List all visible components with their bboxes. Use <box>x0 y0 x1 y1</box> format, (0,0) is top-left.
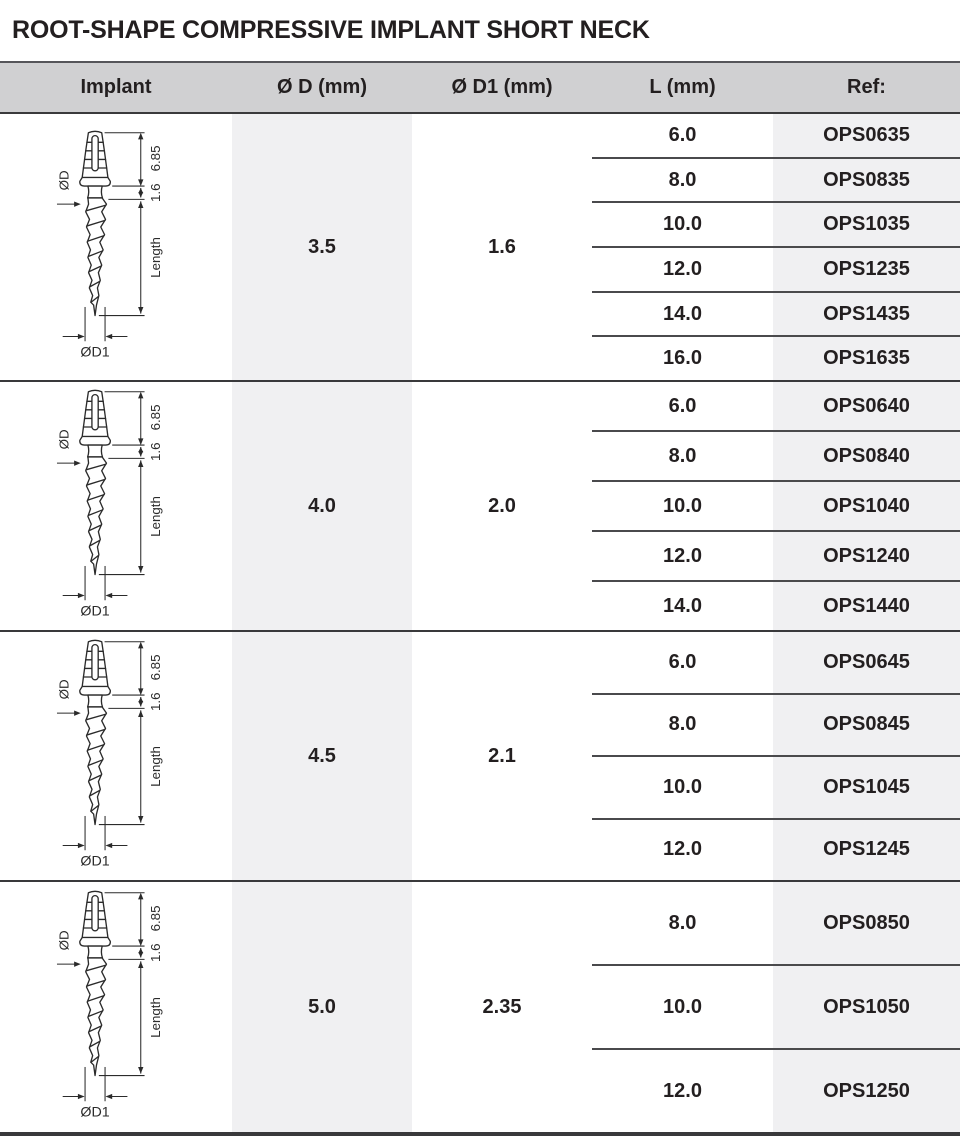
dimension-label: Length <box>147 237 163 278</box>
table-row <box>592 580 960 630</box>
page-title: ROOT-SHAPE COMPRESSIVE IMPLANT SHORT NECK <box>12 16 650 44</box>
dimension-label: 6.85 <box>147 905 163 932</box>
ref-value: OPS0645 <box>773 632 960 693</box>
table-row <box>592 335 960 380</box>
length-value: 6.0 <box>592 114 773 157</box>
table-row <box>592 246 960 291</box>
dimension-labels <box>56 655 162 870</box>
table-row <box>592 818 960 881</box>
diameter-d-value: 5.0 <box>232 882 412 1132</box>
dimension-label: Length <box>147 496 163 537</box>
ref-value: OPS0840 <box>773 432 960 480</box>
diameter-d-value: 4.5 <box>232 632 412 880</box>
table-row <box>592 964 960 1048</box>
ref-value: OPS1250 <box>773 1050 960 1132</box>
length-value: 8.0 <box>592 695 773 756</box>
length-value: 14.0 <box>592 293 773 336</box>
dimension-label: ØD <box>56 679 72 700</box>
ref-value: OPS1435 <box>773 293 960 336</box>
ref-value: OPS1035 <box>773 203 960 246</box>
table-row <box>592 114 960 157</box>
column-header-implant: Implant <box>80 76 152 98</box>
length-value: 12.0 <box>592 1050 773 1132</box>
ref-value: OPS0835 <box>773 159 960 202</box>
ref-value: OPS0850 <box>773 882 960 964</box>
ref-value: OPS1240 <box>773 532 960 580</box>
implant-drawing <box>0 114 232 380</box>
ref-value: OPS1440 <box>773 582 960 630</box>
dimension-label: Length <box>147 997 163 1038</box>
table-header-row <box>0 61 960 114</box>
implant-drawing-svg <box>55 128 177 366</box>
implant-group <box>0 114 960 382</box>
length-ref-rows <box>592 382 960 630</box>
table-row <box>592 1048 960 1132</box>
dimension-label: Length <box>147 746 163 787</box>
dimension-label: 6.85 <box>147 404 163 431</box>
ref-value: OPS0640 <box>773 382 960 430</box>
table-row <box>592 430 960 480</box>
implant-outline <box>80 390 111 574</box>
implant-drawing <box>0 382 232 630</box>
dimension-label: ØD <box>56 429 72 450</box>
table-row <box>592 693 960 756</box>
ref-value: OPS1245 <box>773 820 960 881</box>
dimension-label: 6.85 <box>147 654 163 681</box>
length-value: 8.0 <box>592 432 773 480</box>
table-row <box>592 882 960 964</box>
implant-outline <box>80 640 111 824</box>
length-value: 8.0 <box>592 882 773 964</box>
dimension-labels <box>56 146 162 361</box>
length-ref-rows <box>592 882 960 1132</box>
diameter-d1-value: 2.0 <box>412 382 592 630</box>
length-value: 10.0 <box>592 966 773 1048</box>
table-row <box>592 382 960 430</box>
table-row <box>592 755 960 818</box>
length-value: 16.0 <box>592 337 773 380</box>
dimension-label: ØD <box>56 930 72 951</box>
implant-group <box>0 882 960 1132</box>
length-value: 10.0 <box>592 203 773 246</box>
implant-group <box>0 632 960 882</box>
length-ref-rows <box>592 632 960 880</box>
ref-value: OPS1045 <box>773 757 960 818</box>
ref-value: OPS0845 <box>773 695 960 756</box>
dimension-label: ØD1 <box>80 603 110 620</box>
diameter-d-value: 3.5 <box>232 114 412 380</box>
table-row <box>592 291 960 336</box>
length-ref-rows <box>592 114 960 380</box>
dimension-label: 1.6 <box>147 692 163 711</box>
dimension-labels <box>56 906 162 1121</box>
implant-drawing <box>0 632 232 880</box>
table-row <box>592 480 960 530</box>
dimension-label: 6.85 <box>147 145 163 172</box>
diameter-d1-value: 2.1 <box>412 632 592 880</box>
length-value: 12.0 <box>592 248 773 291</box>
dimension-label: 1.6 <box>147 943 163 962</box>
diameter-d1-value: 2.35 <box>412 882 592 1132</box>
diameter-d-value: 4.0 <box>232 382 412 630</box>
dimension-label: ØD1 <box>80 1104 110 1121</box>
ref-value: OPS1050 <box>773 966 960 1048</box>
length-value: 6.0 <box>592 632 773 693</box>
dimension-labels <box>56 405 162 620</box>
implant-outline <box>80 131 111 315</box>
dimension-label: 1.6 <box>147 183 163 202</box>
implant-spec-table <box>0 61 960 1136</box>
table-row <box>592 632 960 693</box>
length-value: 12.0 <box>592 532 773 580</box>
implant-group <box>0 382 960 632</box>
ref-value: OPS1635 <box>773 337 960 380</box>
length-value: 12.0 <box>592 820 773 881</box>
length-value: 10.0 <box>592 757 773 818</box>
implant-drawing-svg <box>55 387 177 625</box>
dimension-label: ØD1 <box>80 344 110 361</box>
column-header-ref: Ref: <box>847 76 886 98</box>
column-header-length: L (mm) <box>649 76 716 98</box>
diameter-d1-value: 1.6 <box>412 114 592 380</box>
length-value: 8.0 <box>592 159 773 202</box>
ref-value: OPS0635 <box>773 114 960 157</box>
table-row <box>592 201 960 246</box>
dimension-label: ØD1 <box>80 853 110 870</box>
implant-drawing <box>0 882 232 1132</box>
length-value: 14.0 <box>592 582 773 630</box>
dimension-label: 1.6 <box>147 442 163 461</box>
implant-drawing-svg <box>55 637 177 875</box>
length-value: 6.0 <box>592 382 773 430</box>
implant-drawing-svg <box>55 888 177 1126</box>
ref-value: OPS1235 <box>773 248 960 291</box>
column-header-diameter-d1: Ø D1 (mm) <box>451 76 553 98</box>
length-value: 10.0 <box>592 482 773 530</box>
column-header-diameter-d: Ø D (mm) <box>277 76 367 98</box>
table-row <box>592 530 960 580</box>
table-row <box>592 157 960 202</box>
ref-value: OPS1040 <box>773 482 960 530</box>
dimension-label: ØD <box>56 170 72 191</box>
implant-outline <box>80 891 111 1075</box>
